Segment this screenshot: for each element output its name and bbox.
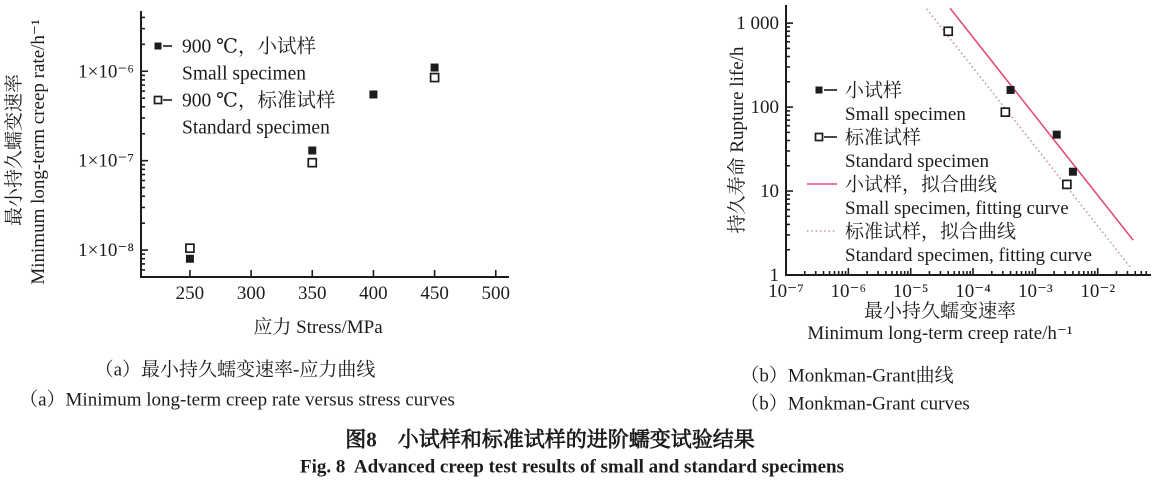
svg-text:Standard specimen: Standard specimen [845,151,990,172]
svg-text:900 ℃，标准试样: 900 ℃，标准试样 [182,90,336,112]
svg-text:10⁻⁶: 10⁻⁶ [830,281,867,302]
svg-text:Small specimen, fitting curve: Small specimen, fitting curve [845,198,1069,219]
svg-text:1 000: 1 000 [736,13,779,35]
svg-text:Minimum long-term creep rate/h: Minimum long-term creep rate/h⁻¹ [807,323,1073,344]
svg-text:Small specimen: Small specimen [182,63,307,85]
svg-text:10: 10 [760,181,779,203]
svg-text:应力 Stress/MPa: 应力 Stress/MPa [253,317,383,338]
svg-text:Standard specimen: Standard specimen [182,117,330,139]
svg-text:10⁻⁷: 10⁻⁷ [768,281,804,302]
svg-text:持久寿命 Rupture life/h: 持久寿命 Rupture life/h [727,46,748,234]
chart-b [640,0,1153,352]
svg-text:Minimum long-term creep rate/h: Minimum long-term creep rate/h⁻¹ [28,19,49,285]
svg-text:Small specimen: Small specimen [845,104,966,125]
caption-b-zh: （b）Monkman-Grant曲线 [740,365,954,387]
svg-text:1×10⁻⁷: 1×10⁻⁷ [78,150,134,172]
svg-text:小试样，拟合曲线: 小试样，拟合曲线 [845,174,998,196]
svg-text:1: 1 [769,265,779,286]
figure-title-zh: 图8 小试样和标准试样的进阶蠕变试验结果 [345,427,755,452]
svg-text:1×10⁻⁸: 1×10⁻⁸ [78,240,134,262]
svg-text:标准试样: 标准试样 [845,127,922,149]
svg-text:1×10⁻⁶: 1×10⁻⁶ [78,61,134,83]
svg-text:标准试样，拟合曲线: 标准试样，拟合曲线 [845,221,1017,243]
svg-text:400: 400 [359,283,388,304]
svg-text:450: 450 [420,283,449,304]
svg-text:10⁻⁵: 10⁻⁵ [892,281,929,302]
svg-text:Standard specimen, fitting cur: Standard specimen, fitting curve [845,245,1092,266]
svg-text:10⁻⁴: 10⁻⁴ [955,281,991,302]
svg-text:250: 250 [175,283,205,304]
svg-text:100: 100 [750,97,779,119]
svg-text:最小持久蠕变速率: 最小持久蠕变速率 [4,73,25,227]
svg-text:900 ℃，小试样: 900 ℃，小试样 [182,36,316,58]
svg-text:300: 300 [236,283,266,304]
caption-a-en: （a）Minimum long-term creep rate versus stress curves [19,389,455,411]
chart-a [0,0,610,352]
svg-text:小试样: 小试样 [845,80,903,102]
svg-text:最小持久蠕变速率: 最小持久蠕变速率 [863,301,1017,322]
svg-text:350: 350 [298,283,327,304]
svg-text:10⁻³: 10⁻³ [1017,281,1053,302]
caption-b-en: （b）Monkman-Grant curves [740,393,970,415]
svg-text:500: 500 [481,283,511,304]
figure-title-en: Fig. 8 Advanced creep test results of small and standard specimens [300,456,844,478]
svg-text:10⁻²: 10⁻² [1080,281,1116,302]
caption-a-zh: （a）最小持久蠕变速率-应力曲线 [94,359,376,381]
